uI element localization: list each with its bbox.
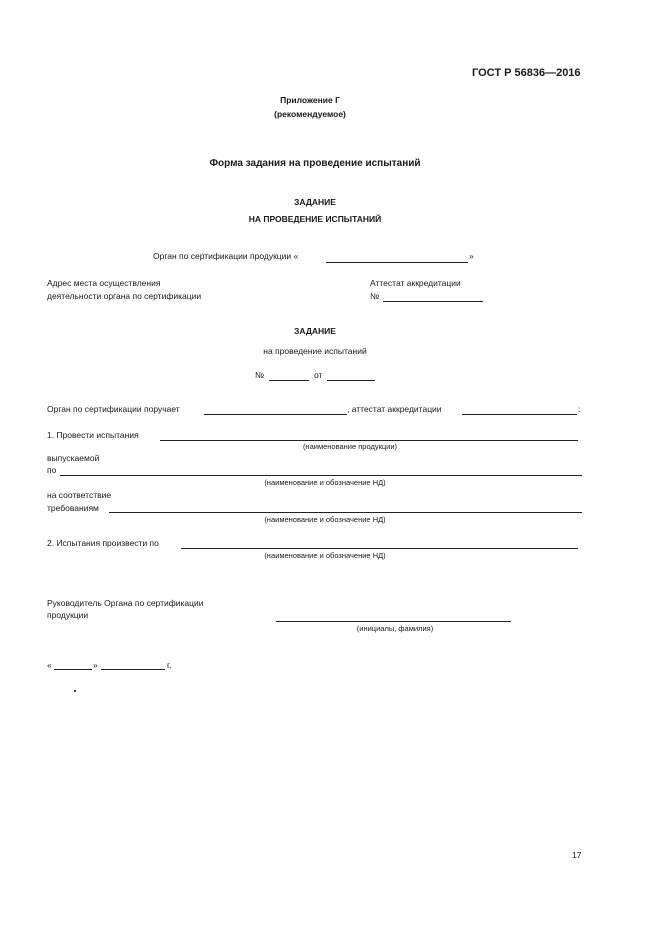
attestat-no-label: № <box>370 291 380 301</box>
item2-caption-nd: (наименование и обозначение НД) <box>264 551 386 560</box>
heading-line2: НА ПРОВЕДЕНИЕ ИСПЫТАНИЙ <box>248 214 382 224</box>
task-no-field[interactable] <box>269 380 309 381</box>
item1-conformity: на соответствие <box>47 490 112 500</box>
date-month-field[interactable] <box>101 669 165 670</box>
item1-requirements: требованиям <box>47 503 99 513</box>
speck-mark <box>74 690 76 692</box>
attestat-no-field[interactable] <box>383 301 483 302</box>
address-line1: Адрес места осуществления <box>47 278 161 288</box>
item1-requirements-field[interactable] <box>109 512 582 513</box>
heading-line1: ЗАДАНИЕ <box>294 197 336 207</box>
item2-label: 2. Испытания произвести по <box>47 538 159 548</box>
address-line2: деятельности органа по сертификации <box>47 291 202 301</box>
date-year-label: г. <box>167 660 172 670</box>
task-subtitle: на проведение испытаний <box>263 346 367 356</box>
attestat-label: Аттестат аккредитации <box>370 278 461 288</box>
page-number: 17 <box>572 850 582 860</box>
assigns-label: Орган по сертификации поручает <box>47 404 180 414</box>
assigns-colon: : <box>578 404 581 414</box>
organ-name-field[interactable] <box>326 262 468 263</box>
item1-caption-product: (наименование продукции) <box>302 442 398 451</box>
date-close-quote: » <box>93 660 98 670</box>
task-from-label: от <box>314 370 323 380</box>
assigns-attestat-field[interactable] <box>462 414 577 415</box>
head-title-line2: продукции <box>47 610 89 620</box>
task-date-field[interactable] <box>327 380 375 381</box>
item1-caption-nd1: (наименование и обозначение НД) <box>264 478 386 487</box>
date-open-quote: « <box>47 660 52 670</box>
task-no-label: № <box>255 370 265 380</box>
organ-close-quote: » <box>469 251 474 261</box>
organ-label: Орган по сертификации продукции « <box>153 251 299 261</box>
item2-nd-field[interactable] <box>181 548 578 549</box>
item1-by: по <box>47 465 57 475</box>
form-title: Форма задания на проведение испытаний <box>209 158 421 169</box>
item1-label: 1. Провести испытания <box>47 430 139 440</box>
item1-caption-nd2: (наименование и обозначение НД) <box>264 515 386 524</box>
head-signature-field[interactable] <box>276 621 511 622</box>
assigns-attestat-label: , аттестат аккредитации <box>347 404 442 414</box>
item1-produced: выпускаемой <box>47 453 100 463</box>
head-title-line1: Руководитель Органа по сертификации <box>47 598 204 608</box>
task-title: ЗАДАНИЕ <box>294 326 336 336</box>
date-day-field[interactable] <box>54 669 92 670</box>
appendix-title: Приложение Г <box>280 95 340 105</box>
standard-number: ГОСТ Р 56836—2016 <box>472 67 581 79</box>
head-signature-caption: (инициалы, фамилия) <box>356 624 434 633</box>
item1-produced-nd-field[interactable] <box>60 475 582 476</box>
assigns-lab-field[interactable] <box>204 414 347 415</box>
item1-product-field[interactable] <box>160 440 578 441</box>
appendix-status: (рекомендуемое) <box>274 109 346 119</box>
